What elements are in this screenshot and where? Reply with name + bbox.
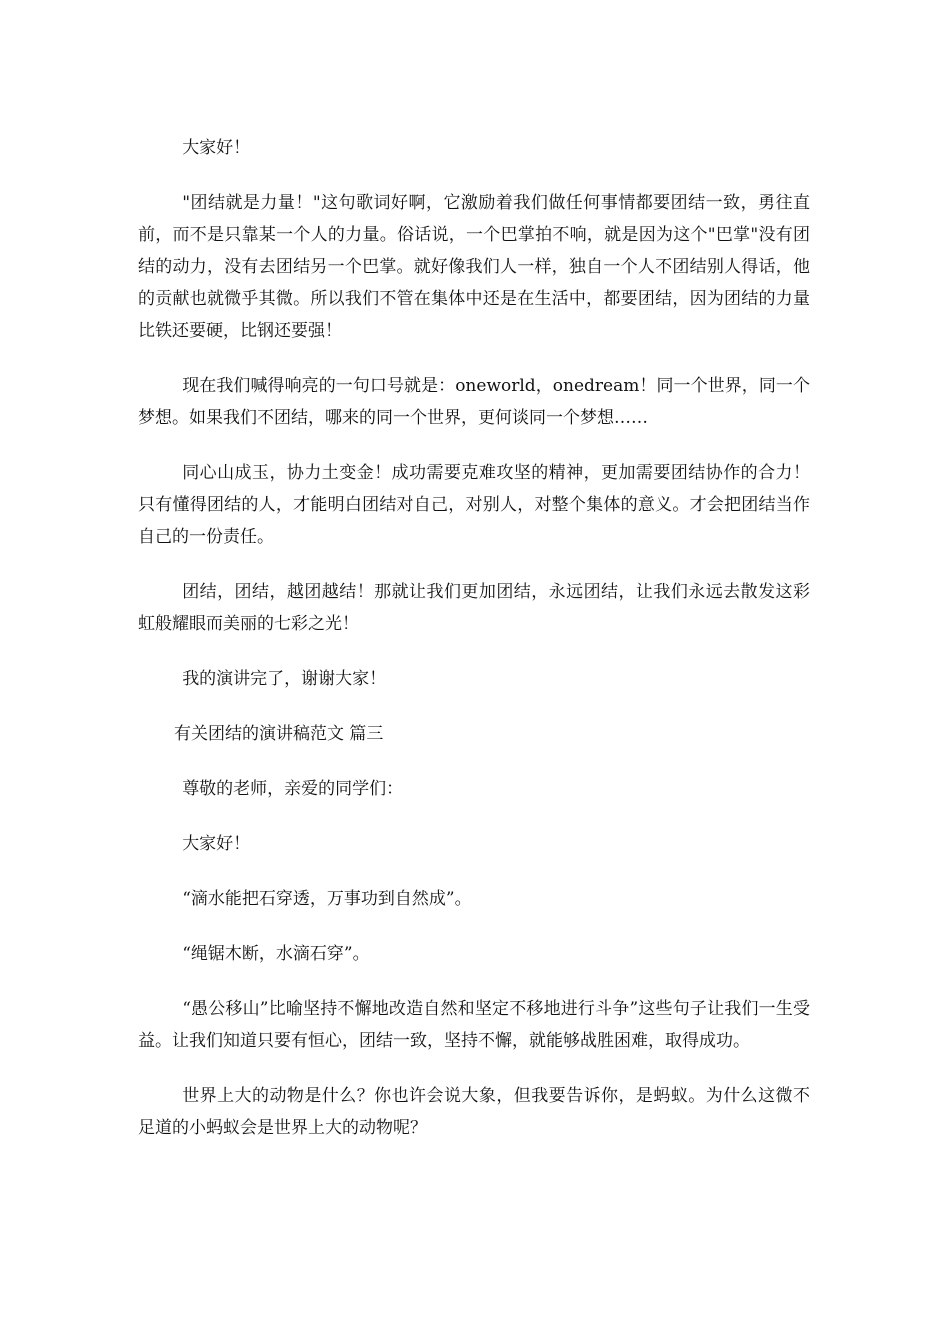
paragraph-unity-song: "团结就是力量！"这句歌词好啊，它激励着我们做任何事情都要团结一致，勇往直前，而不是只靠某一个人的力量。俗话说，一个巴掌拍不响，就是因为这个"巴掌"没有团结的动力，没有去团结另一个巴掌。就好像我们人一样，独自一个人不团结别人得话，他的贡献也就微乎其微。所以我们不管在集体中还是在生活中，都要团结，因为团结的力量比铁还要硬，比钢还要强！	[138, 193, 810, 341]
document-body	[138, 132, 810, 1167]
paragraph-quote-rope: “绳锯木断，水滴石穿”。	[182, 944, 370, 964]
paragraph-salutation: 尊敬的老师，亲爱的同学们：	[182, 779, 404, 799]
paragraph-quote-water: “滴水能把石穿透，万事功到自然成”。	[182, 889, 472, 909]
paragraph-cooperation: 同心山成玉，协力土变金！成功需要克难攻坚的精神，更加需要团结协作的合力！只有懂得团结的人，才能明白团结对自己，对别人，对整个集体的意义。才会把团结当作自己的一份责任。	[138, 463, 810, 547]
paragraph-greeting: 大家好！	[182, 138, 251, 158]
section-title: 有关团结的演讲稿范文 篇三	[174, 724, 384, 744]
paragraph-yugong: “愚公移山”比喻坚持不懈地改造自然和坚定不移地进行斗争”这些句子让我们一生受益。让我们知道只要有恒心，团结一致，坚持不懈，就能够战胜困难，取得成功。	[138, 999, 810, 1051]
paragraph-closing: 我的演讲完了，谢谢大家！	[182, 669, 387, 689]
paragraph-slogan: 现在我们喊得响亮的一句口号就是：oneworld，onedream！同一个世界，同一个梦想。如果我们不团结，哪来的同一个世界，更何谈同一个梦想……	[138, 376, 810, 428]
paragraph-rainbow: 团结，团结，越团越结！那就让我们更加团结，永远团结，让我们永远去散发这彩虹般耀眼而美丽的七彩之光！	[138, 582, 810, 634]
paragraph-greeting-2: 大家好！	[182, 834, 251, 854]
paragraph-ant: 世界上大的动物是什么？你也许会说大象，但我要告诉你，是蚂蚁。为什么这微不足道的小蚂蚁会是世界上大的动物呢？	[138, 1086, 810, 1138]
